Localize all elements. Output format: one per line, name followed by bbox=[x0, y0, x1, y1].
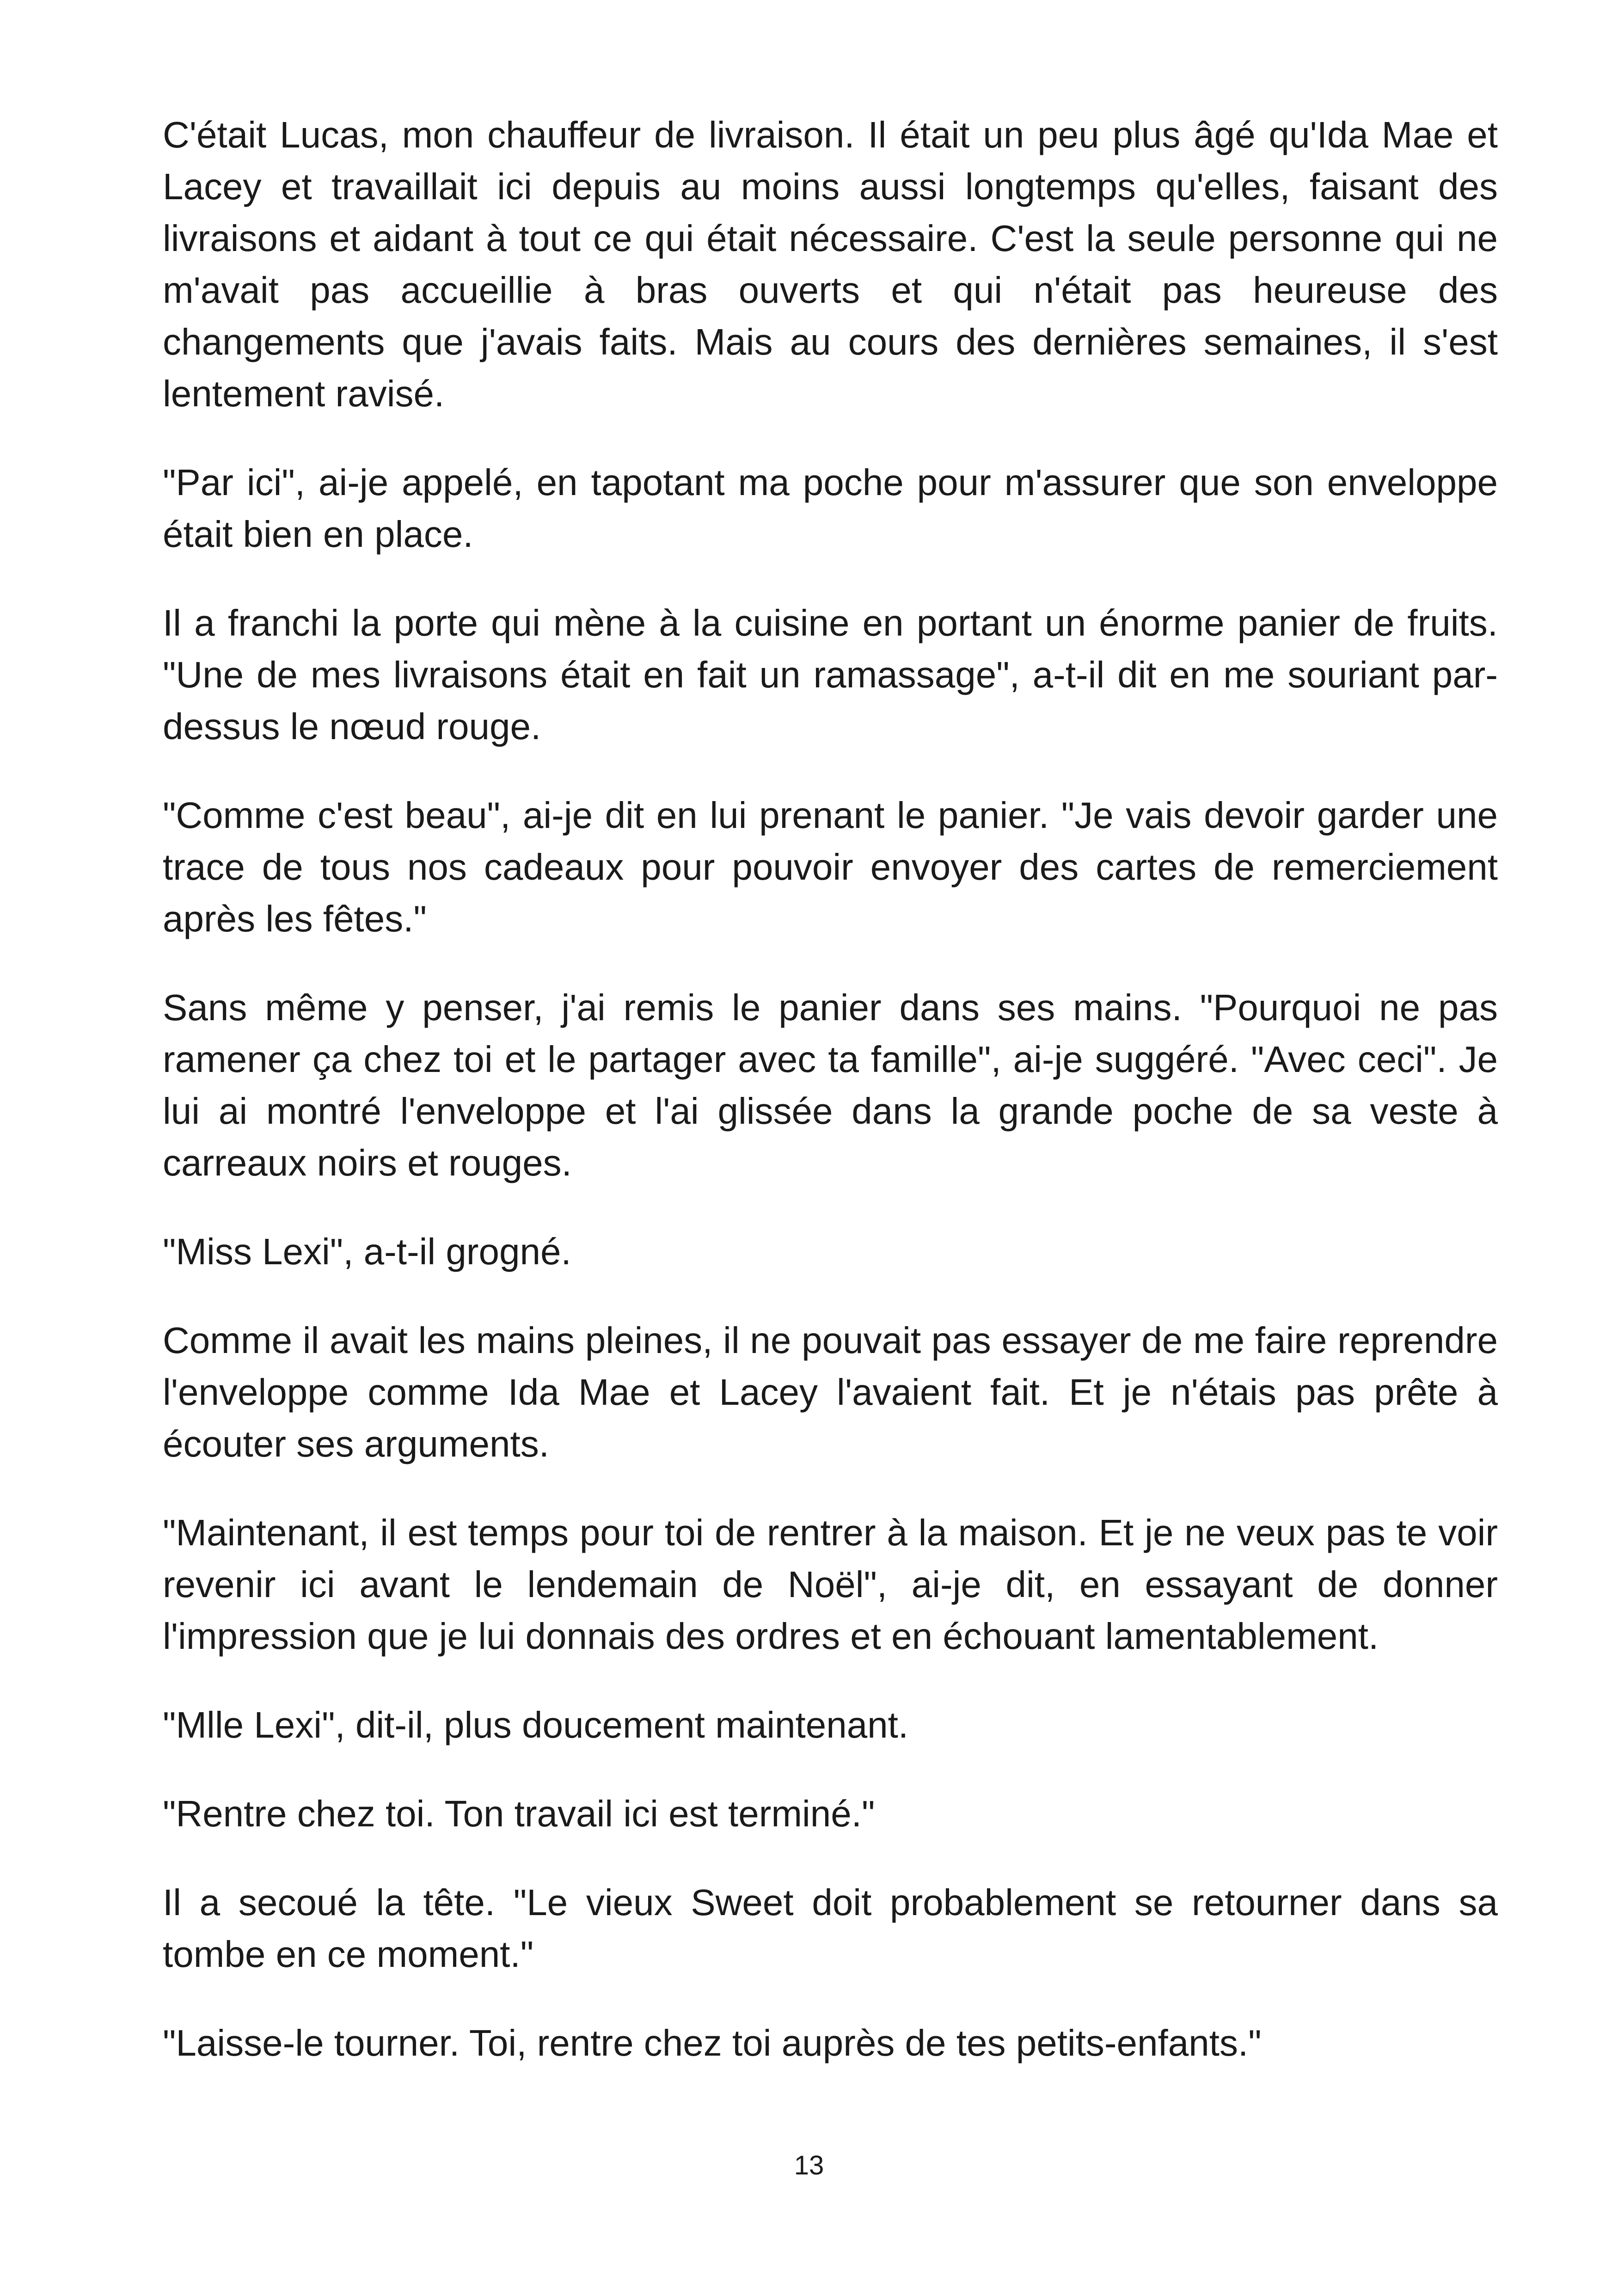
paragraph-8: "Maintenant, il est temps pour toi de rentrer à la maison. Et je ne veux pas te voir revenir ici avant le lendemain de Noël", ai-je dit, en essayant de donner l'impression que je lui donnais des ordres et en échouant lamentablement. bbox=[163, 1512, 1498, 1657]
paragraph-6: "Miss Lexi", a-t-il grogné. bbox=[163, 1231, 571, 1272]
paragraph-3: Il a franchi la porte qui mène à la cuisine en portant un énorme panier de fruits. "Une de mes livraisons était en fait un ramassage", a-t-il dit en me souriant par-dessus le nœud rouge. bbox=[163, 602, 1498, 747]
page-number: 13 bbox=[794, 2150, 824, 2180]
paragraph-1: C'était Lucas, mon chauffeur de livraison. Il était un peu plus âgé qu'Ida Mae et Lacey et travaillait ici depuis au moins aussi longtemps qu'elles, faisant des livraisons et aidant à tout ce qui était nécessaire. C'est la seule personne qui ne m'avait pas accueillie à bras ouverts et qui n'était pas heureuse des changements que j'avais faits. Mais au cours des dernières semaines, il s'est lentement ravisé. bbox=[163, 114, 1498, 414]
paragraph-2: "Par ici", ai-je appelé, en tapotant ma poche pour m'assurer que son enveloppe était bien en place. bbox=[163, 462, 1498, 555]
paragraph-10: "Rentre chez toi. Ton travail ici est terminé." bbox=[163, 1793, 875, 1834]
paragraph-7: Comme il avait les mains pleines, il ne pouvait pas essayer de me faire reprendre l'enveloppe comme Ida Mae et Lacey l'avaient fait. Et je n'étais pas prête à écouter ses arguments. bbox=[163, 1320, 1498, 1464]
paragraph-11: Il a secoué la tête. "Le vieux Sweet doit probablement se retourner dans sa tombe en ce moment." bbox=[163, 1882, 1498, 1975]
paragraph-9: "Mlle Lexi", dit-il, plus doucement maintenant. bbox=[163, 1704, 909, 1745]
paragraph-12: "Laisse-le tourner. Toi, rentre chez toi auprès de tes petits-enfants." bbox=[163, 2022, 1262, 2063]
paragraph-4: "Comme c'est beau", ai-je dit en lui prenant le panier. "Je vais devoir garder une trace de tous nos cadeaux pour pouvoir envoyer des cartes de remerciement après les fêtes." bbox=[163, 795, 1498, 939]
paragraph-5: Sans même y penser, j'ai remis le panier dans ses mains. "Pourquoi ne pas ramener ça chez toi et le partager avec ta famille", ai-je suggéré. "Avec ceci". Je lui ai montré l'enveloppe et l'ai glissée dans la grande poche de sa veste à carreaux noirs et rouges. bbox=[163, 987, 1498, 1183]
body-text bbox=[163, 109, 1498, 2106]
